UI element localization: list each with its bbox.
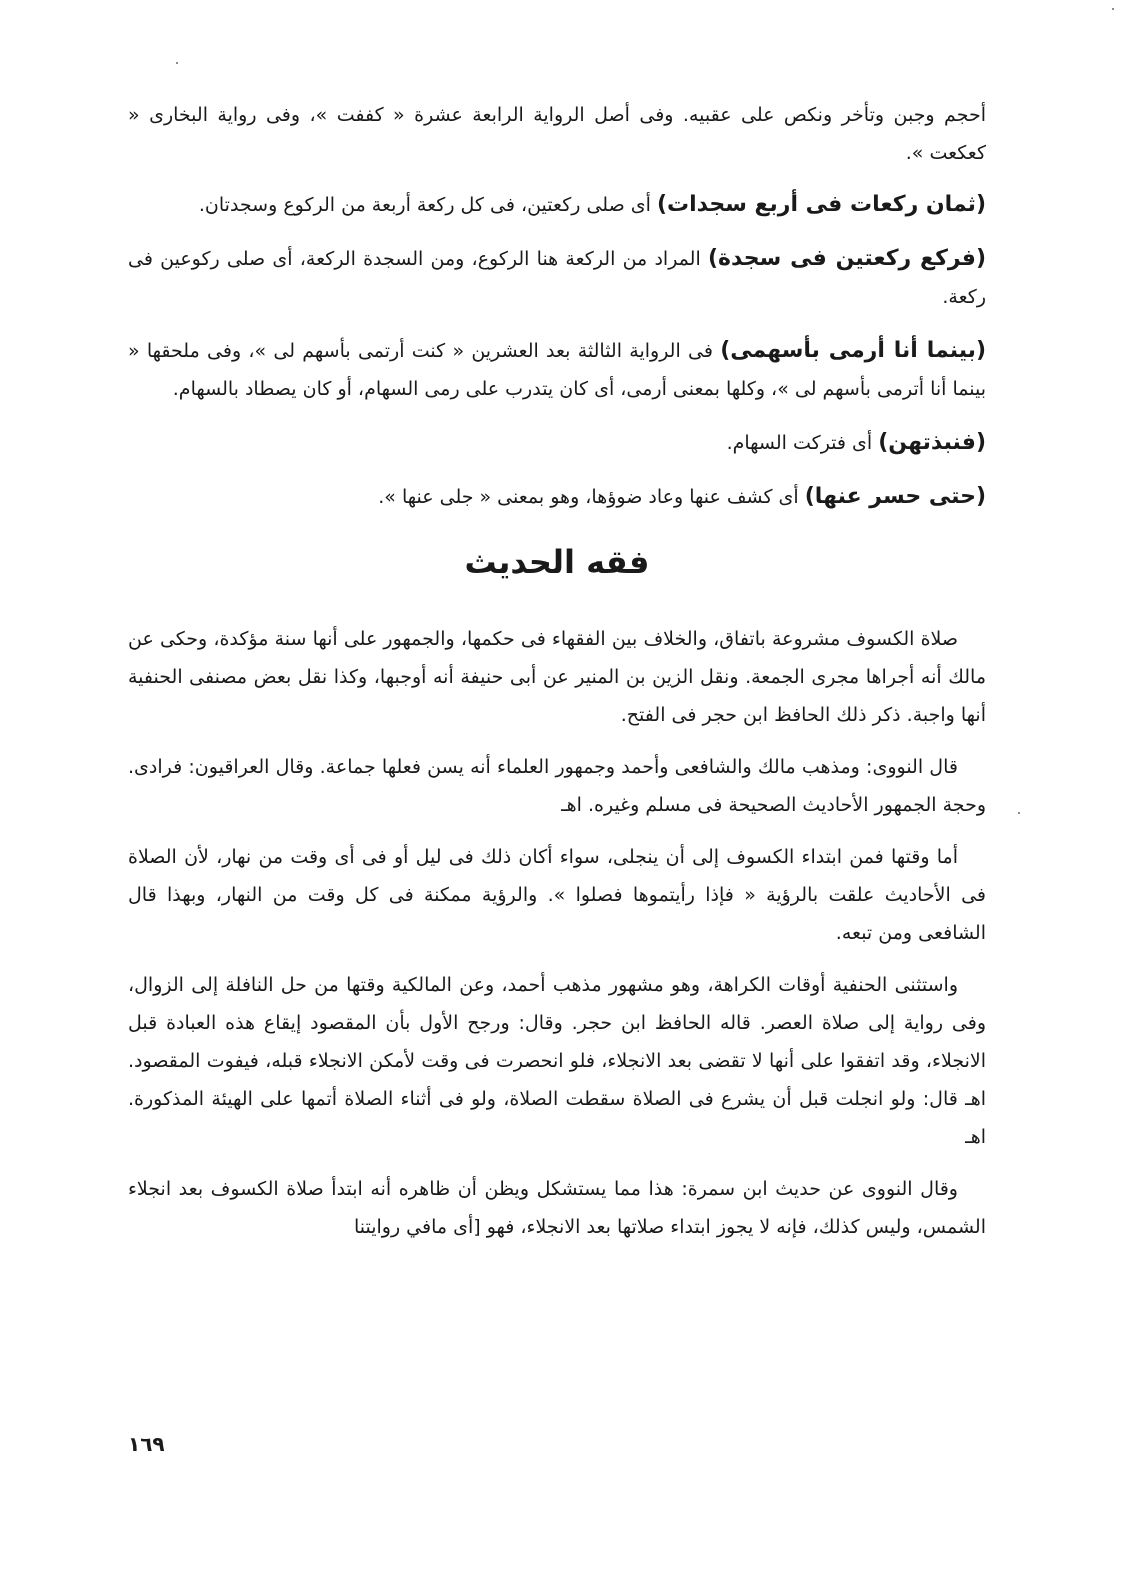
glossary-definition: المراد من الركعة هنا الركوع، ومن السجدة الركعة، أى صلى ركوعين فى ركعة. bbox=[128, 248, 986, 308]
body-paragraph: وقال النووى عن حديث ابن سمرة: هذا مما يستشكل ويظن أن ظاهره أنه ابتدأ صلاة الكسوف بعد انجلاء الشمس، وليس كذلك، فإنه لا يجوز ابتداء صلاتها بعد الانجلاء، فهو [أى مافي روايتنا bbox=[128, 1178, 986, 1238]
glossary-entry bbox=[128, 240, 986, 316]
section-heading: فقه الحديث bbox=[464, 543, 650, 581]
glossary-entry bbox=[128, 478, 986, 516]
glossary-entry bbox=[128, 424, 986, 462]
body-paragraph: قال النووى: ومذهب مالك والشافعى وأحمد وجمهور العلماء أنه يسن فعلها جماعة. وقال العراقيون: فرادى. وحجة الجمهور الأحاديث الصحيحة فى مسلم وغيره. اهـ bbox=[128, 756, 986, 816]
glossary-definition: فى الرواية الثالثة بعد العشرين « كنت أرتمى بأسهم لى »، وفى ملحقها « بينما أنا أترمى بأسهم لى »، وكلها بمعنى أرمى، أى كان يتدرب على رمى السهام، أو كان يصطاد بالسهام. bbox=[128, 340, 986, 400]
glossary-term: (بينما أنا أرمى بأسهمى) bbox=[720, 338, 986, 363]
body-paragraph: صلاة الكسوف مشروعة باتفاق، والخلاف بين الفقهاء فى حكمها، والجمهور على أنها سنة مؤكدة، وحكى عن مالك أنه أجراها مجرى الجمعة. ونقل الزين بن المنير عن أبى حنيفة أنه أوجبها، وكذا نقل بعض مصنفى الحنفية أنها واجبة. ذكر ذلك الحافظ ابن حجر فى الفتح. bbox=[128, 628, 986, 726]
glossary-definition: أى صلى ركعتين، فى كل ركعة أربعة من الركوع وسجدتان. bbox=[198, 194, 651, 216]
glossary-entry bbox=[128, 186, 986, 224]
paragraph-intro bbox=[128, 96, 986, 172]
glossary-entry bbox=[128, 332, 986, 408]
glossary-term: (فنبذتهن) bbox=[878, 430, 986, 455]
body-paragraph: أما وقتها فمن ابتداء الكسوف إلى أن ينجلى، سواء أكان ذلك فى ليل أو فى أى وقت من نهار، لأن الصلاة فى الأحاديث علقت بالرؤية « فإذا رأيتموها فصلوا ». والرؤية ممكنة فى كل وقت من النهار، وبهذا قال الشافعى ومن تبعه. bbox=[128, 846, 986, 944]
glossary-term: (حتى حسر عنها) bbox=[804, 484, 986, 509]
glossary-definition: أى كشف عنها وعاد ضوؤها، وهو بمعنى « جلى عنها ». bbox=[378, 486, 799, 508]
glossary-term: (فركع ركعتين فى سجدة) bbox=[707, 246, 987, 271]
body-paragraph: واستثنى الحنفية أوقات الكراهة، وهو مشهور مذهب أحمد، وعن المالكية وقتها من حل النافلة إلى الزوال، وفى رواية إلى صلاة العصر. قاله الحافظ ابن حجر. وقال: ورجح الأول بأن المقصود إيقاع هذه العبادة قبل الانجلاء، وقد اتفقوا على أنها لا تقضى بعد الانجلاء، فلو انحصرت فى وقت لأمكن الانجلاء قبله، فيفوت المقصود. اهـ قال: ولو انجلت قبل أن يشرع فى الصلاة سقطت الصلاة، ولو فى أثناء الصلاة أتمها على الهيئة المذكورة. اهـ bbox=[128, 974, 986, 1148]
glossary-term: (ثمان ركعات فى أربع سجدات) bbox=[656, 192, 986, 217]
scan-speck bbox=[1112, 8, 1114, 10]
scan-speck bbox=[1018, 812, 1020, 814]
page-content bbox=[128, 96, 986, 1260]
glossary-definition: أى فتركت السهام. bbox=[726, 432, 873, 454]
page-number: ١٦٩ bbox=[128, 1432, 165, 1456]
scan-speck bbox=[176, 62, 178, 64]
paragraph-text: أحجم وجبن وتأخر ونكص على عقبيه. وفى أصل الرواية الرابعة عشرة « كففت »، وفى رواية البخارى « كعكعت ». bbox=[128, 104, 986, 164]
